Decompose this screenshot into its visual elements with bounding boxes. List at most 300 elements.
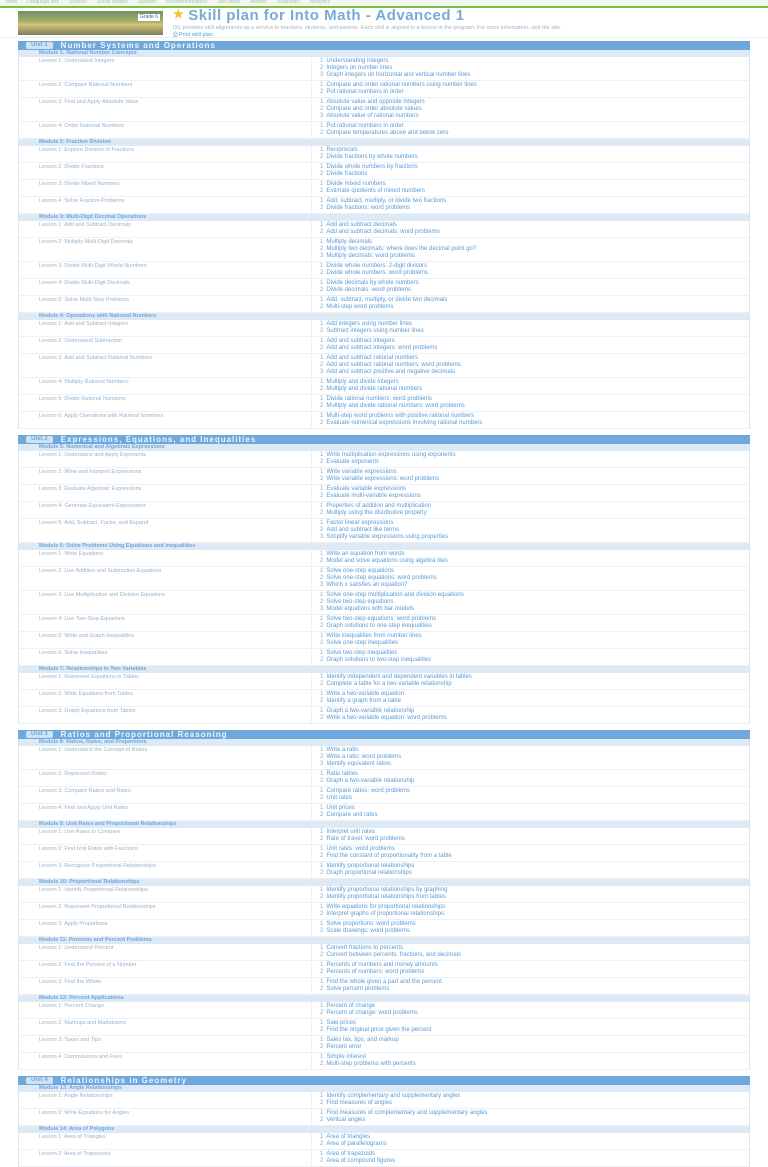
skill-link[interactable] [320, 403, 745, 410]
module-title: Module 12: Percent Applications [19, 995, 749, 1002]
skill-name: Model equations with bar models [326, 606, 415, 612]
lesson-name: Lesson 6: Solve Inequalities [39, 650, 108, 656]
skill-link[interactable] [320, 829, 745, 836]
skill-link[interactable] [320, 616, 745, 623]
top-nav-link[interactable]: Science [69, 0, 87, 6]
skill-link[interactable] [320, 674, 745, 681]
skill-link[interactable] [320, 72, 745, 79]
lesson-row [19, 804, 749, 821]
skill-id: 2 [320, 911, 324, 917]
skill-id: 2 [320, 171, 324, 177]
skill-link[interactable] [320, 788, 745, 795]
lesson-skills [311, 1092, 749, 1108]
skill-link[interactable] [320, 106, 745, 113]
skill-link[interactable] [320, 280, 745, 287]
skill-link[interactable] [320, 164, 745, 171]
skill-link[interactable] [320, 469, 745, 476]
skill-link[interactable] [320, 698, 745, 705]
skill-link[interactable] [320, 1003, 745, 1010]
lesson-row [19, 163, 749, 180]
skill-name: Add integers using number lines [326, 321, 413, 327]
skill-link[interactable] [320, 592, 745, 599]
skill-id: 1 [320, 452, 324, 458]
skill-name: Find the constant of proportionality from a table [326, 853, 452, 859]
lesson-skills [311, 279, 749, 295]
lesson-row [19, 862, 749, 879]
top-nav-link[interactable]: Skill plans [217, 0, 241, 6]
skill-link[interactable] [320, 263, 745, 270]
skill-link[interactable] [320, 345, 745, 352]
unit-header[interactable] [18, 435, 750, 444]
skill-name: Add and subtract decimals [326, 222, 398, 228]
skill-link[interactable] [320, 657, 745, 664]
skill-link[interactable] [320, 691, 745, 698]
skill-link[interactable] [320, 239, 745, 246]
skill-name: Multiply decimals: word problems [326, 253, 415, 259]
skill-link[interactable] [320, 681, 745, 688]
skill-link[interactable] [320, 1027, 745, 1034]
skill-link[interactable] [320, 1037, 745, 1044]
skill-link[interactable] [320, 396, 745, 403]
skill-link[interactable] [320, 921, 745, 928]
top-nav-link[interactable]: Language arts [27, 0, 60, 6]
top-nav-link[interactable]: Awards [250, 0, 267, 6]
print-skill-plan-link[interactable] [173, 32, 750, 38]
skill-id: 3 [320, 606, 324, 612]
skill-id: 2 [320, 362, 324, 368]
skill-link[interactable] [320, 747, 745, 754]
skill-name: Multiply using the distributive property [326, 510, 427, 516]
skill-id: 2 [320, 870, 324, 876]
lesson-skills [311, 978, 749, 994]
lesson-row [19, 1002, 749, 1019]
skill-name: Identify independent and dependent variables in tables [326, 674, 472, 680]
skill-name: Evaluate numerical expressions involving rational numbers [326, 420, 483, 426]
skill-name: Graph a two-variable relationship [326, 778, 415, 784]
skill-link[interactable] [320, 123, 745, 130]
skill-link[interactable] [320, 58, 745, 65]
top-nav-link[interactable]: Math [6, 0, 18, 6]
lesson-row [19, 1150, 749, 1167]
skill-name: Graph proportional relationships [326, 870, 412, 876]
skill-id: 1 [320, 1020, 324, 1026]
skill-id: 1 [320, 829, 324, 835]
skill-id: 2 [320, 681, 324, 687]
lesson-row [19, 961, 749, 978]
skill-link[interactable] [320, 1020, 745, 1027]
skill-link[interactable] [320, 476, 745, 483]
top-nav-link[interactable]: Diagnostic [276, 0, 300, 6]
lesson-row [19, 920, 749, 937]
skill-link[interactable] [320, 89, 745, 96]
skill-link[interactable] [320, 650, 745, 657]
lesson-name: Lesson 3: Use Multiplication and Division Equations [39, 592, 165, 598]
skill-name: Solve one-step inequalities [326, 640, 399, 646]
skill-link[interactable] [320, 82, 745, 89]
skill-link[interactable] [320, 754, 745, 761]
skill-name: Interpret graphs of proportional relationships [326, 911, 445, 917]
skill-link[interactable] [320, 928, 745, 935]
skill-link[interactable] [320, 321, 745, 328]
star-icon: ★ [173, 7, 185, 22]
skill-id: 2 [320, 65, 324, 71]
lesson-name: Lesson 2: Represent Ratios [39, 771, 107, 777]
skill-link[interactable] [320, 113, 745, 120]
skill-name: Divide whole numbers: word problems [326, 270, 429, 276]
skill-link[interactable] [320, 795, 745, 802]
skill-link[interactable] [320, 640, 745, 647]
lesson-name: Lesson 4: Use Two-Step Equations [39, 616, 125, 622]
skill-id: 3 [320, 582, 324, 588]
lesson-name: Lesson 2: Represent Proportional Relationships [39, 904, 156, 910]
skill-link[interactable] [320, 870, 745, 877]
skill-link[interactable] [320, 962, 745, 969]
skill-name: Divide whole numbers by fractions [326, 164, 418, 170]
lesson-skills [311, 146, 749, 162]
skill-name: Find the whole given a part and the percent [326, 979, 442, 985]
skill-link[interactable] [320, 846, 745, 853]
skill-link[interactable] [320, 205, 745, 212]
lesson-skills [311, 1002, 749, 1018]
top-nav-link[interactable]: Spanish [137, 0, 156, 6]
lesson-skills [311, 238, 749, 261]
skill-link[interactable] [320, 1044, 745, 1051]
skill-link[interactable] [320, 568, 745, 575]
skill-link[interactable] [320, 1117, 745, 1124]
skill-link[interactable] [320, 894, 745, 901]
skill-link[interactable] [320, 386, 745, 393]
skill-id: 2 [320, 969, 324, 975]
skill-link[interactable] [320, 599, 745, 606]
unit-header[interactable] [18, 730, 750, 739]
skill-name: Add and subtract positive and negative decimals [326, 369, 456, 375]
skill-link[interactable] [320, 582, 745, 589]
skill-id: 2 [320, 778, 324, 784]
lesson-row [19, 1092, 749, 1109]
skill-link[interactable] [320, 904, 745, 911]
lesson-name: Lesson 3: Compare Ratios and Rates [39, 788, 131, 794]
skill-id: 2 [320, 575, 324, 581]
module-section [18, 50, 750, 139]
skill-link[interactable] [320, 945, 745, 952]
skill-link[interactable] [320, 1100, 745, 1107]
lesson-name: Lesson 2: Understand Subtraction [39, 338, 123, 344]
skill-id: 2 [320, 836, 324, 842]
lesson-skills [311, 320, 749, 336]
skill-link[interactable] [320, 297, 745, 304]
skill-id: 1 [320, 979, 324, 985]
skill-name: Percent of change [326, 1003, 376, 1009]
lesson-name: Lesson 4: Solve Fraction Problems [39, 198, 125, 204]
unit-section [18, 1076, 750, 1167]
skill-id: 2 [320, 130, 324, 136]
lesson-skills [311, 98, 749, 121]
module-title: Module 4: Operations with Rational Numbers [19, 313, 749, 320]
lesson-row [19, 197, 749, 214]
lesson-row [19, 845, 749, 862]
skill-id: 2 [320, 106, 324, 112]
lesson-skills [311, 296, 749, 312]
top-nav-link[interactable]: Recommendations [165, 0, 208, 6]
lesson-row [19, 337, 749, 354]
skill-link[interactable] [320, 771, 745, 778]
skill-link[interactable] [320, 778, 745, 785]
lesson-skills [311, 944, 749, 960]
skill-link[interactable] [320, 911, 745, 918]
skill-name: Understanding integers [326, 58, 389, 64]
skill-link[interactable] [320, 362, 745, 369]
skill-link[interactable] [320, 527, 745, 534]
skill-name: Write a two-variable equation: word problems [326, 715, 447, 721]
skill-link[interactable] [320, 99, 745, 106]
skill-link[interactable] [320, 229, 745, 236]
skill-id: 2 [320, 853, 324, 859]
skill-link[interactable] [320, 452, 745, 459]
lesson-skills [311, 770, 749, 786]
lesson-skills [311, 632, 749, 648]
skill-id: 1 [320, 691, 324, 697]
skill-id: 1 [320, 147, 324, 153]
lesson-name: Lesson 1: Understand and Apply Exponents [39, 452, 147, 458]
lesson-row [19, 485, 749, 502]
skill-link[interactable] [320, 1061, 745, 1068]
lesson-skills [311, 395, 749, 411]
skill-link[interactable] [320, 222, 745, 229]
skill-name: Find the original price given the percent [326, 1027, 432, 1033]
module-title: Module 10: Proportional Relationships [19, 879, 749, 886]
skill-link[interactable] [320, 181, 745, 188]
lesson-name: Lesson 2: Find the Percent of a Number [39, 962, 137, 968]
skill-id: 3 [320, 534, 324, 540]
skill-name: Add and subtract rational numbers [326, 355, 419, 361]
skill-name: Solve percent problems [326, 986, 390, 992]
skill-link[interactable] [320, 65, 745, 72]
skill-id: 1 [320, 1037, 324, 1043]
skill-link[interactable] [320, 853, 745, 860]
skill-name: Divide mixed numbers [326, 181, 386, 187]
skill-link[interactable] [320, 805, 745, 812]
skill-id: 2 [320, 1027, 324, 1033]
lesson-row [19, 81, 749, 98]
skill-link[interactable] [320, 154, 745, 161]
lesson-row [19, 632, 749, 649]
skill-link[interactable] [320, 979, 745, 986]
unit-header[interactable] [18, 1076, 750, 1085]
skill-link[interactable] [320, 1141, 745, 1148]
skill-link[interactable] [320, 338, 745, 345]
skill-link[interactable] [320, 130, 745, 137]
skill-id: 1 [320, 321, 324, 327]
skill-link[interactable] [320, 887, 745, 894]
skill-link[interactable] [320, 761, 745, 768]
skill-link[interactable] [320, 198, 745, 205]
lesson-row [19, 770, 749, 787]
skill-id: 1 [320, 379, 324, 385]
lesson-row [19, 412, 749, 429]
skill-link[interactable] [320, 633, 745, 640]
skill-name: Multiply and divide integers [326, 379, 399, 385]
skill-link[interactable] [320, 520, 745, 527]
skill-link[interactable] [320, 510, 745, 517]
lesson-row [19, 519, 749, 543]
skill-link[interactable] [320, 551, 745, 558]
skill-id: 1 [320, 99, 324, 105]
skill-id: 1 [320, 650, 324, 656]
skill-id: 2 [320, 510, 324, 516]
page-title-row [173, 7, 750, 24]
skill-link[interactable] [320, 188, 745, 195]
lesson-row [19, 1053, 749, 1070]
skill-link[interactable] [320, 812, 745, 819]
skill-link[interactable] [320, 171, 745, 178]
skill-link[interactable] [320, 147, 745, 154]
skill-link[interactable] [320, 708, 745, 715]
lesson-row [19, 451, 749, 468]
skill-link[interactable] [320, 253, 745, 260]
skill-link[interactable] [320, 1093, 745, 1100]
skill-link[interactable] [320, 558, 745, 565]
lesson-row [19, 649, 749, 666]
lesson-row [19, 944, 749, 961]
skill-link[interactable] [320, 355, 745, 362]
lesson-skills [311, 862, 749, 878]
skill-link[interactable] [320, 534, 745, 541]
lesson-skills [311, 591, 749, 614]
skill-link[interactable] [320, 493, 745, 500]
lesson-name: Lesson 4: Generate Equivalent Expressions [39, 503, 147, 509]
skill-name: Put rational numbers in order [326, 123, 404, 129]
skill-link[interactable] [320, 986, 745, 993]
skill-link[interactable] [320, 952, 745, 959]
skill-link[interactable] [320, 413, 745, 420]
skill-id: 2 [320, 1141, 324, 1147]
skill-id: 2 [320, 304, 324, 310]
module-section [18, 214, 750, 313]
skill-link[interactable] [320, 623, 745, 630]
skill-link[interactable] [320, 715, 745, 722]
skill-id: 1 [320, 181, 324, 187]
skill-link[interactable] [320, 486, 745, 493]
skill-id: 1 [320, 82, 324, 88]
skill-link[interactable] [320, 1054, 745, 1061]
module-section [18, 995, 750, 1070]
skill-link[interactable] [320, 459, 745, 466]
lesson-skills [311, 550, 749, 566]
page-title: Skill plan for Into Math - Advanced 1 [188, 6, 465, 24]
skill-id: 3 [320, 113, 324, 119]
skill-name: Integers on number lines [326, 65, 393, 71]
lesson-name: Lesson 5: Add, Subtract, Factor, and Expand [39, 520, 149, 526]
skill-link[interactable] [320, 287, 745, 294]
skill-name: Solve one-step equations: word problems [326, 575, 437, 581]
skill-name: Which x satisfies an equation? [326, 582, 408, 588]
lesson-name: Lesson 3: Divide Mixed Numbers [39, 181, 120, 187]
lesson-row [19, 707, 749, 724]
top-nav-link[interactable]: Social studies [96, 0, 128, 6]
lesson-name: Lesson 4: Multiply Rational Numbers [39, 379, 129, 385]
skill-name: Properties of addition and multiplication [326, 503, 432, 509]
skill-name: Add, subtract, multiply, or divide two fractions [326, 198, 447, 204]
skill-link[interactable] [320, 270, 745, 277]
skill-link[interactable] [320, 1134, 745, 1141]
skill-link[interactable] [320, 1151, 745, 1158]
skill-link[interactable] [320, 246, 745, 253]
lesson-row [19, 978, 749, 995]
skill-link[interactable] [320, 863, 745, 870]
skill-link[interactable] [320, 1110, 745, 1117]
skill-id: 1 [320, 222, 324, 228]
skill-link[interactable] [320, 969, 745, 976]
skill-link[interactable] [320, 328, 745, 335]
lesson-skills [311, 673, 749, 689]
skill-link[interactable] [320, 304, 745, 311]
skill-id: 1 [320, 396, 324, 402]
unit-header[interactable] [18, 41, 750, 50]
skill-name: Unit prices [326, 805, 355, 811]
skill-link[interactable] [320, 1010, 745, 1017]
lesson-name: Lesson 2: Divide Fractions [39, 164, 104, 170]
lesson-skills [311, 1133, 749, 1149]
skill-name: Identify a graph from a table [326, 698, 402, 704]
skill-name: Multi-step problems with percents [326, 1061, 416, 1067]
skill-link[interactable] [320, 1158, 745, 1165]
lesson-row [19, 567, 749, 591]
lesson-name: Lesson 1: Identify Proportional Relationships [39, 887, 148, 893]
skill-link[interactable] [320, 606, 745, 613]
skill-name: Model and solve equations using algebra tiles [326, 558, 448, 564]
skill-id: 1 [320, 413, 324, 419]
top-nav-link[interactable]: Analytics [310, 0, 331, 6]
skill-link[interactable] [320, 420, 745, 427]
module-section [18, 543, 750, 666]
lesson-row [19, 320, 749, 337]
skill-id: 1 [320, 503, 324, 509]
skill-id: 1 [320, 123, 324, 129]
lesson-skills [311, 649, 749, 665]
skill-id: 1 [320, 1054, 324, 1060]
skill-name: Solve two-step inequalities [326, 650, 398, 656]
skill-link[interactable] [320, 369, 745, 376]
lesson-row [19, 502, 749, 519]
lesson-row [19, 690, 749, 707]
lesson-skills [311, 122, 749, 138]
skill-name: Add, subtract, multiply, or divide two decimals [326, 297, 448, 303]
skill-id: 1 [320, 633, 324, 639]
skill-link[interactable] [320, 379, 745, 386]
skill-link[interactable] [320, 503, 745, 510]
skill-name: Find measures of complementary and supplementary angles [326, 1110, 488, 1116]
lesson-name: Lesson 2: Write Equations for Angles [39, 1110, 130, 1116]
lesson-name: Lesson 3: Find and Apply Absolute Value [39, 99, 139, 105]
lesson-skills [311, 1019, 749, 1035]
lesson-skills [311, 845, 749, 861]
skill-name: Scale drawings: word problems [326, 928, 410, 934]
lesson-name: Lesson 3: Add and Subtract Rational Numbers [39, 355, 153, 361]
skill-name: Compare ratios: word problems [326, 788, 411, 794]
unit-title: Relationships in Geometry [60, 1075, 188, 1085]
skill-link[interactable] [320, 836, 745, 843]
print-skill-plan-label: Print skill plan [178, 32, 213, 39]
lesson-row [19, 550, 749, 567]
skill-id: 2 [320, 1117, 324, 1123]
lesson-name: Lesson 6: Apply Operations with Rational Numbers [39, 413, 164, 419]
skill-name: Find measures of angles [326, 1100, 393, 1106]
skill-name: Divide fractions: word problems [326, 205, 411, 211]
skill-name: Write an equation from words [326, 551, 405, 557]
skill-link[interactable] [320, 575, 745, 582]
lesson-skills [311, 57, 749, 80]
skill-name: Multiply decimals [326, 239, 373, 245]
